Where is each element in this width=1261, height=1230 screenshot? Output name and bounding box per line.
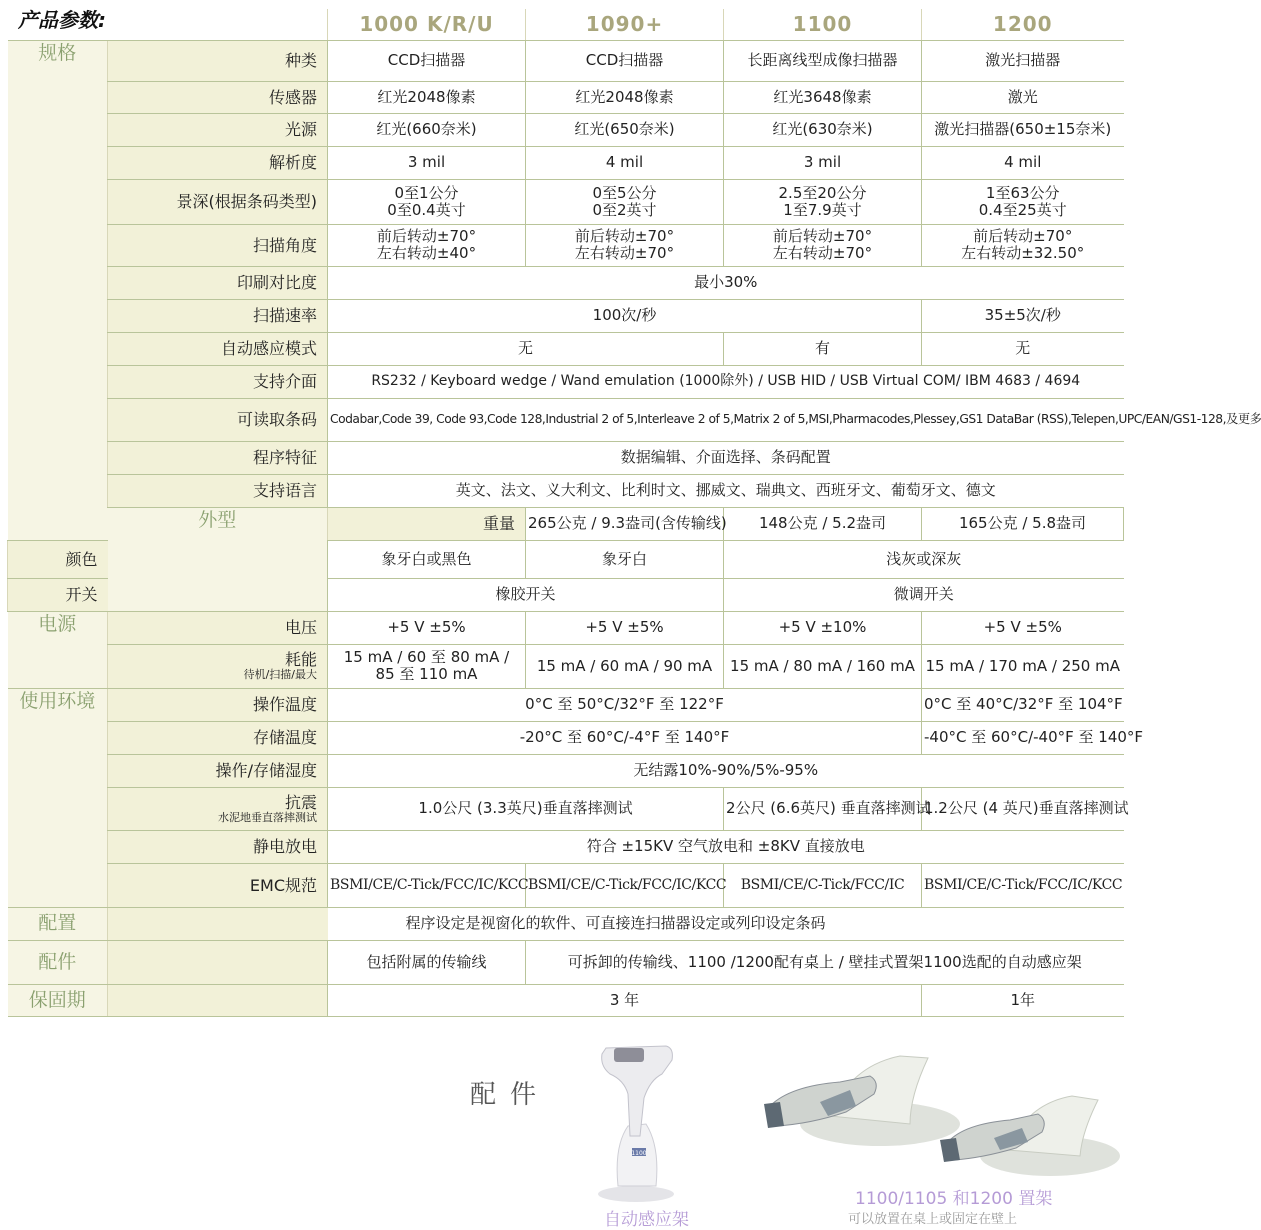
table-cell: 有 bbox=[724, 332, 922, 365]
table-row bbox=[8, 146, 1124, 179]
table-row bbox=[8, 179, 1124, 224]
row-label bbox=[108, 984, 328, 1016]
table-cell: -40°C 至 60°C/-40°F 至 140°F bbox=[922, 721, 1124, 754]
table-cell: 165公克 / 5.8盎司 bbox=[922, 507, 1124, 540]
table-row bbox=[8, 830, 1124, 863]
cell-line: 0至5公分 bbox=[592, 183, 657, 202]
table-cell: 激光扫描器 bbox=[922, 40, 1124, 81]
table-cell: 4 mil bbox=[922, 146, 1124, 179]
table-cell: 最小30% bbox=[328, 266, 1124, 299]
table-cell: 红光(650奈米) bbox=[526, 113, 724, 146]
cell-line: 0.4至25英寸 bbox=[978, 200, 1067, 219]
row-label: 景深(根据条码类型) bbox=[108, 179, 328, 224]
table-cell: 红光(630奈米) bbox=[724, 113, 922, 146]
row-label: 解析度 bbox=[108, 146, 328, 179]
table-cell: BSMI/CE/C-Tick/FCC/IC/KCC bbox=[922, 863, 1124, 907]
row-label bbox=[108, 787, 328, 830]
cell-line: 85 至 110 mA bbox=[375, 665, 478, 683]
row-label: 可读取条码 bbox=[108, 398, 328, 441]
table-row bbox=[8, 113, 1124, 146]
table-cell: 激光 bbox=[922, 81, 1124, 113]
category-form: 外型 bbox=[108, 507, 328, 611]
table-row bbox=[8, 441, 1124, 474]
stand-note: 可以放置在桌上或固定在壁上 bbox=[848, 1212, 1018, 1227]
table-cell: BSMI/CE/C-Tick/FCC/IC/KCC bbox=[526, 863, 724, 907]
table-cell: 35±5次/秒 bbox=[922, 299, 1124, 332]
table-cell: 微调开关 bbox=[724, 578, 1124, 611]
cradle-caption: 自动感应架 bbox=[604, 1210, 689, 1230]
category-accessory: 配件 bbox=[8, 940, 108, 984]
cell-line: 0至1公分 bbox=[394, 183, 459, 202]
table-cell bbox=[922, 179, 1124, 224]
table-cell: 红光2048像素 bbox=[526, 81, 724, 113]
table-cell: 1.0公尺 (3.3英尺)垂直落摔测试 bbox=[328, 787, 724, 830]
table-row bbox=[8, 787, 1124, 830]
row-label: 颜色 bbox=[8, 540, 108, 578]
table-cell: +5 V ±5% bbox=[922, 611, 1124, 644]
table-cell bbox=[328, 644, 526, 688]
table-cell: 红光3648像素 bbox=[724, 81, 922, 113]
table-cell: 15 mA / 60 mA / 90 mA bbox=[526, 644, 724, 688]
table-cell: BSMI/CE/C-Tick/FCC/IC bbox=[724, 863, 922, 907]
row-label: 印刷对比度 bbox=[108, 266, 328, 299]
table-cell bbox=[922, 224, 1124, 266]
table-cell: Codabar,Code 39, Code 93,Code 128,Industrial 2 of 5,Interleave 2 of 5,Matrix 2 of 5,MSI,Pharmacodes,Plessey,GS1 DataBar (RSS),Telepen,UPC/EAN/GS1-128,及更多 bbox=[328, 398, 1124, 441]
table-cell: 2公尺 (6.6英尺) 垂直落摔测试 bbox=[724, 787, 922, 830]
table-row bbox=[8, 611, 1124, 644]
row-label: 重量 bbox=[328, 507, 526, 540]
row-label-sub: 水泥地垂直落摔测试 bbox=[218, 810, 317, 824]
table-row bbox=[8, 688, 1124, 721]
auto-sense-cradle-image bbox=[588, 1036, 688, 1206]
table-cell bbox=[526, 179, 724, 224]
table-cell bbox=[328, 224, 526, 266]
table-cell: 长距离线型成像扫描器 bbox=[724, 40, 922, 81]
table-row bbox=[8, 474, 1124, 507]
table-cell bbox=[328, 907, 1124, 940]
table-row bbox=[8, 398, 1124, 441]
row-label: 扫描角度 bbox=[108, 224, 328, 266]
cell-line: 左右转动±40° bbox=[376, 244, 477, 262]
header-row bbox=[8, 9, 1124, 40]
header-blank bbox=[8, 9, 108, 40]
row-label: 存储温度 bbox=[108, 721, 328, 754]
table-row bbox=[8, 984, 1124, 1016]
table-row bbox=[8, 266, 1124, 299]
row-label: 操作/存储湿度 bbox=[108, 754, 328, 787]
table-row bbox=[8, 721, 1124, 754]
row-label: 传感器 bbox=[108, 81, 328, 113]
row-label: 开关 bbox=[8, 578, 108, 611]
table-cell: 3 年 bbox=[328, 984, 922, 1016]
spec-table bbox=[7, 9, 1261, 1017]
table-cell bbox=[328, 179, 526, 224]
row-label: 操作温度 bbox=[108, 688, 328, 721]
header-blank bbox=[108, 9, 328, 40]
table-cell: 红光2048像素 bbox=[328, 81, 526, 113]
table-row bbox=[8, 863, 1124, 907]
table-row bbox=[8, 940, 1124, 984]
row-label-text: 抗震 bbox=[284, 792, 317, 812]
row-label: 静电放电 bbox=[108, 830, 328, 863]
row-label: 支持语言 bbox=[108, 474, 328, 507]
table-cell: 英文、法文、义大利文、比利时文、挪威文、瑞典文、西班牙文、葡萄牙文、德文 bbox=[328, 474, 1124, 507]
table-cell: 0°C 至 50°C/32°F 至 122°F bbox=[328, 688, 922, 721]
row-label: 支持介面 bbox=[108, 365, 328, 398]
table-cell: 可拆卸的传输线、1100 /1200配有桌上 / 壁挂式置架1100选配的自动感应架 bbox=[526, 940, 1124, 984]
table-cell: CCD扫描器 bbox=[526, 40, 724, 81]
table-row bbox=[8, 644, 1124, 688]
stand-caption: 1100/1105 和1200 置架 bbox=[855, 1189, 1053, 1209]
table-cell: 265公克 / 9.3盎司(含传输线) bbox=[526, 507, 724, 540]
model-header: 1090+ bbox=[526, 9, 724, 40]
table-row bbox=[8, 907, 1124, 940]
table-row bbox=[8, 40, 1124, 81]
table-cell: 象牙白或黑色 bbox=[328, 540, 526, 578]
cradle-badge-text: 1100 bbox=[631, 1150, 647, 1157]
row-label-sub: 待机/扫描/最大 bbox=[243, 668, 317, 681]
category-config: 配置 bbox=[8, 907, 108, 940]
table-row bbox=[8, 365, 1124, 398]
table-cell: 0°C 至 40°C/32°F 至 104°F bbox=[922, 688, 1124, 721]
table-cell: 无结露10%-90%/5%-95% bbox=[328, 754, 1124, 787]
model-header: 1000 K/R/U bbox=[328, 9, 526, 40]
cell-line: 前后转动±70° bbox=[376, 227, 477, 245]
cell-line: 前后转动±70° bbox=[973, 227, 1073, 245]
cell-line: 前后转动±70° bbox=[574, 227, 675, 245]
row-label: 电压 bbox=[108, 611, 328, 644]
table-row bbox=[8, 332, 1124, 365]
row-label bbox=[108, 907, 328, 940]
cell-line: 1至63公分 bbox=[985, 183, 1060, 202]
table-cell: 15 mA / 80 mA / 160 mA bbox=[724, 644, 922, 688]
table-row bbox=[8, 754, 1124, 787]
row-label: EMC规范 bbox=[108, 863, 328, 907]
table-cell: 符合 ±15KV 空气放电和 ±8KV 直接放电 bbox=[328, 830, 1124, 863]
cell-line: 15 mA / 60 至 80 mA / bbox=[343, 648, 510, 666]
cell-text: 程序设定是视窗化的软件、可直接连扫描器设定或列印设定条码 bbox=[405, 914, 826, 932]
table-cell: -20°C 至 60°C/-4°F 至 140°F bbox=[328, 721, 922, 754]
table-row bbox=[8, 299, 1124, 332]
table-cell: +5 V ±10% bbox=[724, 611, 922, 644]
cell-line: 左右转动±70° bbox=[772, 244, 873, 262]
table-cell: 橡胶开关 bbox=[328, 578, 724, 611]
table-cell: 包括附属的传输线 bbox=[328, 940, 526, 984]
model-header: 1200 bbox=[922, 9, 1124, 40]
table-cell: 数据编辑、介面选择、条码配置 bbox=[328, 441, 1124, 474]
table-cell: 红光(660奈米) bbox=[328, 113, 526, 146]
table-cell: 1.2公尺 (4 英尺)垂直落摔测试 bbox=[922, 787, 1124, 830]
table-cell: 100次/秒 bbox=[328, 299, 922, 332]
cell-line: 左右转动±70° bbox=[574, 244, 675, 262]
cell-line: 1至7.9英寸 bbox=[783, 200, 862, 219]
table-cell: +5 V ±5% bbox=[328, 611, 526, 644]
table-cell: 浅灰或深灰 bbox=[724, 540, 1124, 578]
row-label: 程序特征 bbox=[108, 441, 328, 474]
table-cell: 无 bbox=[922, 332, 1124, 365]
table-row bbox=[8, 224, 1124, 266]
row-label-text: 耗能 bbox=[284, 650, 317, 669]
table-row bbox=[8, 81, 1124, 113]
row-label: 自动感应模式 bbox=[108, 332, 328, 365]
cell-line: 2.5至20公分 bbox=[778, 183, 867, 202]
cell-line: 前后转动±70° bbox=[772, 227, 873, 245]
table-cell bbox=[724, 179, 922, 224]
table-cell: 148公克 / 5.2盎司 bbox=[724, 507, 922, 540]
category-spec: 规格 bbox=[8, 40, 108, 540]
table-cell: RS232 / Keyboard wedge / Wand emulation (1000除外) / USB HID / USB Virtual COM/ IBM 4683 / 4694 bbox=[328, 365, 1124, 398]
table-cell: 1年 bbox=[922, 984, 1124, 1016]
table-cell bbox=[526, 224, 724, 266]
cell-line: 0至2英寸 bbox=[592, 200, 657, 219]
stand-image bbox=[750, 1046, 1123, 1181]
table-cell: CCD扫描器 bbox=[328, 40, 526, 81]
category-power: 电源 bbox=[8, 611, 108, 688]
row-label bbox=[108, 940, 328, 984]
cell-line: 0至0.4英寸 bbox=[387, 200, 466, 219]
page-title: 产品参数: bbox=[18, 8, 106, 32]
table-cell: 象牙白 bbox=[526, 540, 724, 578]
category-warranty: 保固期 bbox=[8, 984, 108, 1016]
table-cell: +5 V ±5% bbox=[526, 611, 724, 644]
row-label bbox=[108, 644, 328, 688]
table-cell: BSMI/CE/C-Tick/FCC/IC/KCC bbox=[328, 863, 526, 907]
table-cell bbox=[724, 224, 922, 266]
table-cell: 无 bbox=[328, 332, 724, 365]
table-row bbox=[8, 507, 1124, 540]
table-cell: 3 mil bbox=[328, 146, 526, 179]
table-cell: 激光扫描器(650±15奈米) bbox=[922, 113, 1124, 146]
row-label: 种类 bbox=[108, 40, 328, 81]
table-cell: 4 mil bbox=[526, 146, 724, 179]
table-cell: 15 mA / 170 mA / 250 mA bbox=[922, 644, 1124, 688]
row-label: 光源 bbox=[108, 113, 328, 146]
category-env: 使用环境 bbox=[8, 688, 108, 907]
cell-line: 左右转动±32.50° bbox=[961, 244, 1085, 262]
accessories-title: 配件 bbox=[470, 1080, 551, 1110]
table-cell: 3 mil bbox=[724, 146, 922, 179]
model-header: 1100 bbox=[724, 9, 922, 40]
row-label: 扫描速率 bbox=[108, 299, 328, 332]
